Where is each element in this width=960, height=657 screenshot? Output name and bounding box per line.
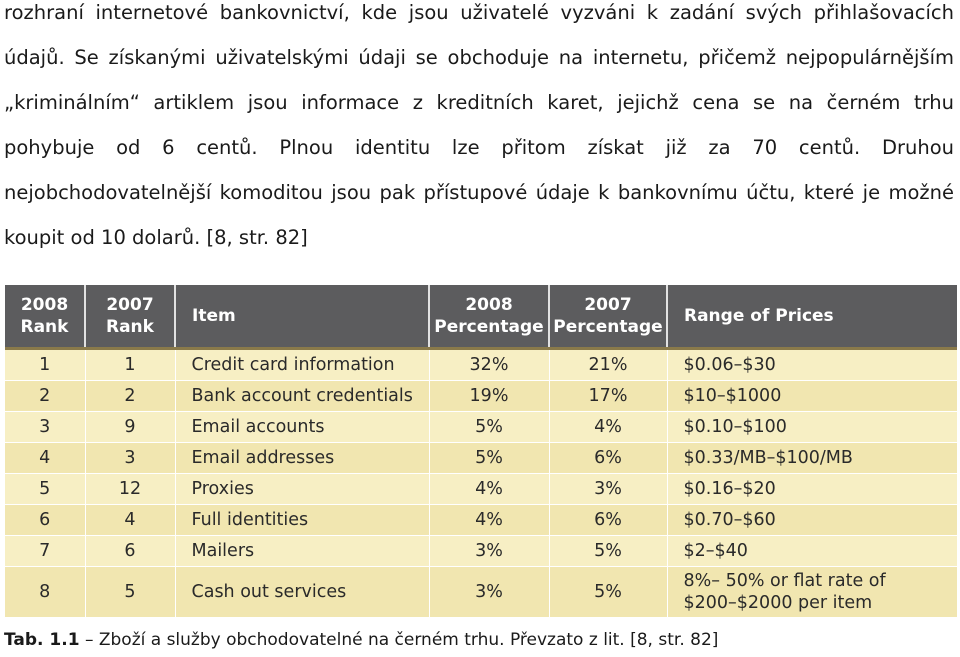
paragraph-line-last: koupit od 10 dolarů. [8, str. 82] xyxy=(4,226,308,249)
cell-pct-2008: 3% xyxy=(429,536,549,567)
cell-rank-2008: 8 xyxy=(5,567,85,618)
header-2008-rank-line2: Rank xyxy=(20,317,69,337)
table-row xyxy=(5,536,957,567)
header-2008-rank xyxy=(5,285,85,349)
cell-rank-2007: 1 xyxy=(85,349,175,381)
table-caption xyxy=(4,630,718,650)
table-row xyxy=(5,567,957,618)
cell-price-range: $2–$40 xyxy=(667,536,957,567)
cell-pct-2007: 17% xyxy=(549,381,667,412)
cell-item: Email addresses xyxy=(175,443,429,474)
table-row xyxy=(5,381,957,412)
header-2008-rank-line1: 2008 xyxy=(20,295,69,315)
cell-pct-2008: 5% xyxy=(429,443,549,474)
cell-pct-2007: 6% xyxy=(549,505,667,536)
body-paragraph xyxy=(4,0,954,270)
paragraph-line: „kriminálním“ artiklem jsou informace z kreditních karet, jejichž cena se na černém trhu xyxy=(4,91,954,114)
table-row xyxy=(5,443,957,474)
cell-rank-2007: 12 xyxy=(85,474,175,505)
cell-rank-2007: 6 xyxy=(85,536,175,567)
cell-pct-2007: 5% xyxy=(549,567,667,618)
cell-pct-2007: 6% xyxy=(549,443,667,474)
paragraph-line: pohybuje od 6 centů. Plnou identitu lze přitom získat již za 70 centů. Druhou xyxy=(4,136,954,159)
cell-price-range: $0.70–$60 xyxy=(667,505,957,536)
cell-rank-2008: 4 xyxy=(5,443,85,474)
cell-rank-2007: 4 xyxy=(85,505,175,536)
cell-rank-2007: 9 xyxy=(85,412,175,443)
cell-pct-2008: 19% xyxy=(429,381,549,412)
table-row xyxy=(5,474,957,505)
header-2007-rank-line1: 2007 xyxy=(106,295,154,315)
cell-rank-2008: 3 xyxy=(5,412,85,443)
cell-pct-2008: 32% xyxy=(429,349,549,381)
header-2007-rank xyxy=(85,285,175,349)
paragraph-line: rozhraní internetové bankovnictví, kde jsou uživatelé vyzváni k zadání svých přihlašovacích xyxy=(4,1,954,24)
cell-item: Mailers xyxy=(175,536,429,567)
header-2008-percentage xyxy=(429,285,549,349)
header-item: Item xyxy=(175,285,429,349)
cell-price-range-multiline: 8%– 50% or flat rate of $200–$2000 per item xyxy=(667,567,957,618)
cell-pct-2007: 4% xyxy=(549,412,667,443)
cell-price-range: $0.06–$30 xyxy=(667,349,957,381)
table-caption-label: Tab. 1.1 xyxy=(4,630,80,650)
cell-pct-2007: 21% xyxy=(549,349,667,381)
paragraph-line: údajů. Se získanými uživatelskými údaji se obchoduje na internetu, přičemž nejpopulárnějším xyxy=(4,46,954,69)
cell-item: Cash out services xyxy=(175,567,429,618)
header-2007-percentage xyxy=(549,285,667,349)
cell-item: Full identities xyxy=(175,505,429,536)
cell-rank-2008: 2 xyxy=(5,381,85,412)
cell-item: Bank account credentials xyxy=(175,381,429,412)
cell-pct-2008: 3% xyxy=(429,567,549,618)
cell-price-range: $0.10–$100 xyxy=(667,412,957,443)
cell-price-range: $10–$1000 xyxy=(667,381,957,412)
table-header-row xyxy=(5,285,957,349)
cell-pct-2008: 4% xyxy=(429,505,549,536)
cell-rank-2007: 5 xyxy=(85,567,175,618)
header-2008-pct-line2: Percentage xyxy=(434,317,544,337)
cell-item: Credit card information xyxy=(175,349,429,381)
paragraph-line: nejobchodovatelnější komoditou jsou pak přístupové údaje k bankovnímu účtu, které je možné xyxy=(4,181,954,204)
table-caption-text: – Zboží a služby obchodovatelné na černém trhu. Převzato z lit. [8, str. 82] xyxy=(79,630,719,650)
cell-item: Proxies xyxy=(175,474,429,505)
table-row xyxy=(5,412,957,443)
table-row xyxy=(5,505,957,536)
cell-rank-2008: 7 xyxy=(5,536,85,567)
cell-pct-2007: 3% xyxy=(549,474,667,505)
cell-pct-2007: 5% xyxy=(549,536,667,567)
cell-price-range: $0.33/MB–$100/MB xyxy=(667,443,957,474)
table-row xyxy=(5,349,957,381)
header-2007-pct-line2: Percentage xyxy=(553,317,663,337)
header-2007-rank-line2: Rank xyxy=(106,317,154,337)
header-2008-pct-line1: 2008 xyxy=(465,295,513,315)
cell-rank-2008: 5 xyxy=(5,474,85,505)
cell-rank-2008: 6 xyxy=(5,505,85,536)
header-range-of-prices: Range of Prices xyxy=(667,285,957,349)
cell-item: Email accounts xyxy=(175,412,429,443)
header-2007-pct-line1: 2007 xyxy=(584,295,632,315)
cell-rank-2007: 2 xyxy=(85,381,175,412)
cell-pct-2008: 4% xyxy=(429,474,549,505)
cell-price-range: $0.16–$20 xyxy=(667,474,957,505)
cell-rank-2007: 3 xyxy=(85,443,175,474)
cell-rank-2008: 1 xyxy=(5,349,85,381)
cell-pct-2008: 5% xyxy=(429,412,549,443)
black-market-goods-table xyxy=(5,285,957,617)
